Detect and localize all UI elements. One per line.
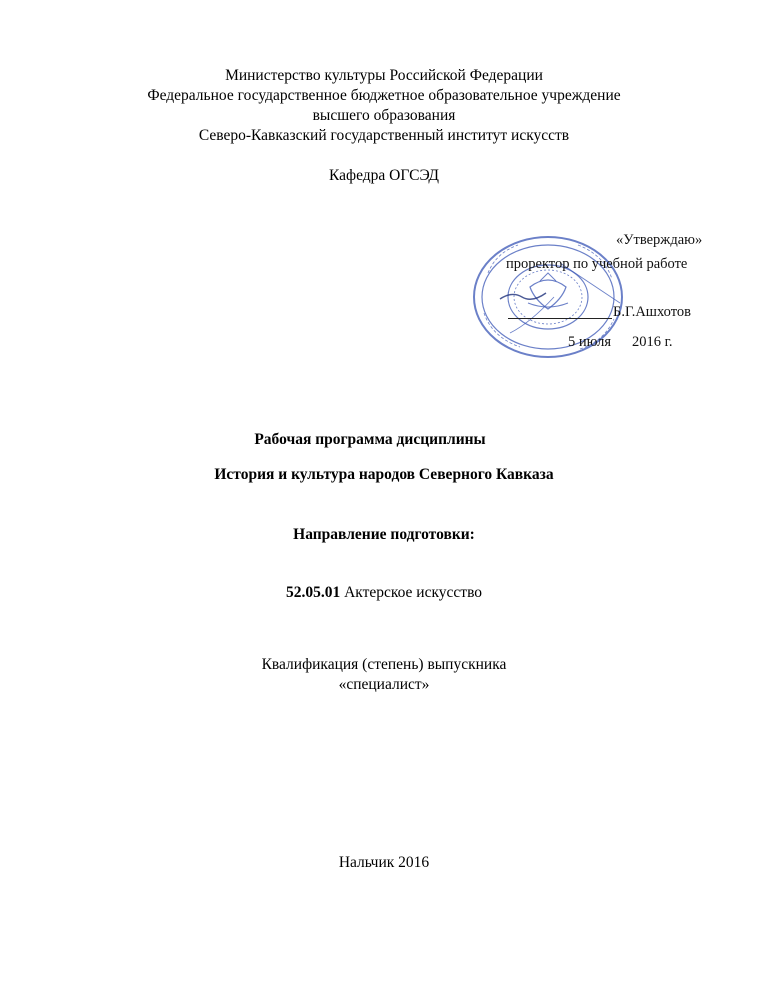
- qualification-value: «специалист»: [338, 676, 430, 693]
- approval-block: [470, 225, 730, 375]
- direction-name: Актерское искусство: [344, 584, 483, 601]
- approver-position: проректор по учебной работе: [506, 256, 688, 272]
- signature-underline: [508, 318, 612, 319]
- approval-date-year: 2016 г.: [632, 334, 673, 350]
- signatory-name: [605, 303, 691, 321]
- approval-date-day-month: 5 июля: [568, 334, 612, 350]
- direction-label: Направление подготовки:: [293, 526, 475, 543]
- approve-label: «Утверждаю»: [616, 232, 703, 248]
- institution-type-line: Федеральное государственное бюджетное образовательное учреждение: [147, 87, 621, 104]
- direction-line: [0, 583, 768, 603]
- qualification-label: Квалификация (степень) выпускника: [261, 656, 507, 673]
- institute-name-line: Северо-Кавказский государственный институт искусств: [198, 127, 570, 144]
- city-year: Нальчик 2016: [338, 854, 430, 871]
- document-type: Рабочая программа дисциплины: [254, 431, 486, 448]
- signatory-name-text: Б.Г.Ашхотов: [613, 304, 691, 320]
- ministry-line: Министерство культуры Российской Федерации: [225, 67, 543, 84]
- department-line: Кафедра ОГСЭД: [329, 167, 439, 184]
- education-level-line: высшего образования: [312, 107, 456, 124]
- direction-code: 52.05.01: [285, 584, 341, 601]
- discipline-title: История и культура народов Северного Кавказа: [214, 466, 554, 483]
